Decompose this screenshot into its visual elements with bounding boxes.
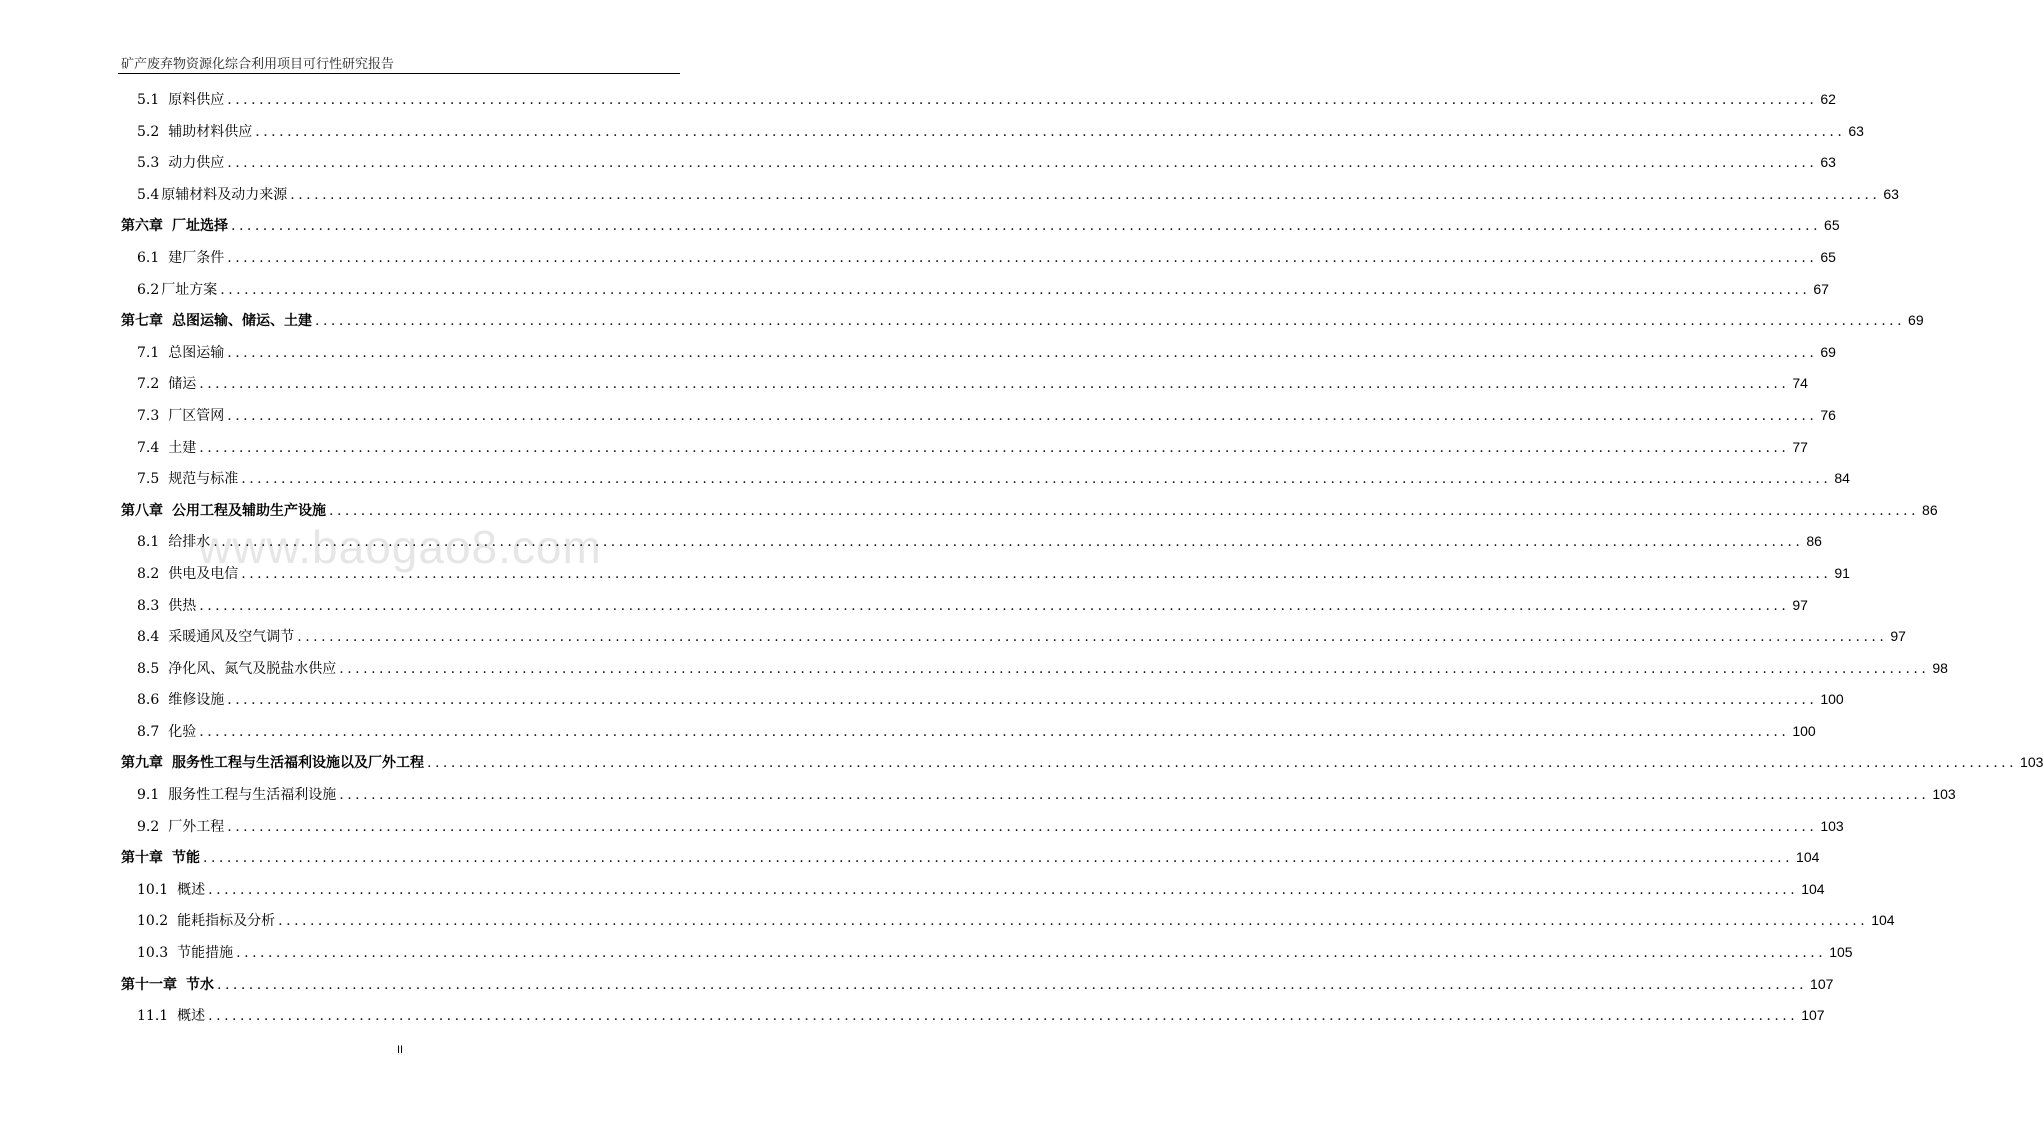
toc-entry-title: 服务性工程与生活福利设施: [168, 787, 337, 804]
toc-section-entry[interactable]: [0, 779, 1956, 811]
toc-entry-title: 厂址方案: [161, 281, 218, 298]
toc-entry-number: 5.2: [137, 123, 160, 140]
toc-entry-title: 公用工程及辅助生产设施: [172, 502, 326, 519]
toc-entry-label: [121, 970, 214, 1002]
toc-entry-label: [137, 1001, 205, 1033]
toc-entry-number: 8.6: [137, 692, 160, 709]
dot-leader: ........................................................................................................................................................................................................: [329, 502, 1920, 519]
dot-leader: ........................................................................................................................................................................................................: [208, 1008, 1799, 1025]
toc-section-entry[interactable]: [0, 558, 1850, 590]
toc-chapter-entry[interactable]: [0, 969, 1834, 1001]
toc-page-number: 84: [1834, 470, 1850, 487]
dot-leader: ........................................................................................................................................................................................................: [339, 787, 1930, 804]
toc-entry-label: [137, 812, 224, 844]
toc-entry-title: 原料供应: [168, 92, 225, 108]
dot-leader: ........................................................................................................................................................................................................: [220, 281, 1811, 298]
toc-chapter-entry[interactable]: [0, 495, 1938, 527]
toc-entry-title: 采暖通风及空气调节: [168, 629, 295, 646]
dot-leader: ........................................................................................................................................................................................................: [227, 407, 1818, 424]
toc-entry-number: 8.3: [137, 597, 160, 614]
toc-entry-title: 辅助材料供应: [168, 123, 253, 140]
dot-leader: ........................................................................................................................................................................................................: [199, 597, 1790, 614]
toc-section-entry[interactable]: [0, 400, 1836, 432]
toc-section-entry[interactable]: [0, 242, 1836, 274]
toc-entry-label: [137, 180, 287, 212]
toc-page-number: 98: [1932, 659, 1948, 676]
dot-leader: ........................................................................................................................................................................................................: [227, 155, 1818, 172]
toc-page-number: 100: [1820, 691, 1844, 708]
toc-entry-label: [137, 685, 224, 717]
toc-section-entry[interactable]: [0, 432, 1808, 464]
toc-section-entry[interactable]: [0, 684, 1844, 716]
toc-page-number: 74: [1792, 375, 1808, 392]
toc-page-number: 107: [1801, 1007, 1825, 1024]
dot-leader: ........................................................................................................................................................................................................: [290, 186, 1881, 203]
toc-section-entry[interactable]: [0, 811, 1844, 843]
toc-entry-label: [137, 275, 217, 307]
toc-page-number: 97: [1890, 628, 1906, 645]
table-of-contents: [0, 84, 2043, 1032]
toc-entry-label: [137, 906, 275, 938]
dot-leader: ........................................................................................................................................................................................................: [208, 881, 1799, 898]
toc-page-number: 107: [1810, 975, 1834, 992]
toc-entry-title: 服务性工程与生活福利设施以及厂外工程: [172, 755, 424, 772]
toc-entry-title: 节能: [172, 850, 200, 867]
dot-leader: ........................................................................................................................................................................................................: [227, 818, 1818, 835]
toc-entry-title: 供热: [168, 597, 197, 614]
toc-entry-label: [121, 843, 200, 875]
dot-leader: ........................................................................................................................................................................................................: [217, 976, 1808, 993]
toc-entry-number: 8.2: [137, 565, 160, 582]
toc-entry-label: [137, 117, 252, 149]
toc-entry-number: 第八章: [121, 502, 163, 519]
toc-page-number: 63: [1848, 122, 1864, 139]
toc-entry-label: [121, 496, 326, 528]
toc-entry-title: 维修设施: [168, 692, 225, 709]
toc-page-number: 86: [1922, 501, 1938, 518]
toc-entry-label: [137, 559, 238, 591]
toc-page-number: 91: [1834, 564, 1850, 581]
toc-entry-title: 厂外工程: [168, 818, 225, 835]
toc-chapter-entry[interactable]: [0, 842, 1820, 874]
toc-entry-title: 概述: [177, 1008, 206, 1025]
toc-section-entry[interactable]: [0, 147, 1836, 179]
toc-entry-title: 给排水: [168, 534, 211, 551]
toc-page-number: 69: [1820, 343, 1836, 360]
dot-leader: ........................................................................................................................................................................................................: [255, 123, 1846, 140]
dot-leader: ........................................................................................................................................................................................................: [227, 249, 1818, 266]
toc-page-number: 67: [1813, 280, 1829, 297]
toc-section-entry[interactable]: [0, 590, 1808, 622]
dot-leader: ........................................................................................................................................................................................................: [236, 945, 1827, 962]
toc-chapter-entry[interactable]: [0, 747, 2043, 779]
toc-page-number: 63: [1820, 154, 1836, 171]
header-divider: [118, 73, 680, 74]
toc-page-number: 104: [1801, 880, 1825, 897]
toc-entry-number: 10.2: [137, 913, 169, 930]
toc-page-number: 86: [1806, 533, 1822, 550]
toc-entry-label: [137, 369, 196, 401]
running-header-title: 矿产废弃物资源化综合利用项目可行性研究报告: [121, 57, 395, 72]
toc-page-number: 105: [1829, 944, 1853, 961]
toc-page-number: 65: [1824, 217, 1840, 234]
toc-page-number: 103: [1820, 817, 1844, 834]
toc-entry-label: [137, 780, 336, 812]
dot-leader: ........................................................................................................................................................................................................: [278, 913, 1869, 930]
dot-leader: ........................................................................................................................................................................................................: [427, 755, 2018, 772]
toc-entry-number: 7.5: [137, 471, 160, 488]
toc-page-number: 100: [1792, 722, 1816, 739]
toc-entry-label: [121, 748, 424, 780]
toc-entry-number: 11.1: [137, 1008, 169, 1025]
toc-section-entry[interactable]: [0, 274, 1829, 306]
toc-entry-title: 储运: [168, 376, 197, 393]
dot-leader: ........................................................................................................................................................................................................: [241, 471, 1832, 488]
toc-entry-number: 8.1: [137, 534, 160, 551]
toc-page-number: 103: [1932, 786, 1956, 803]
toc-section-entry[interactable]: [0, 179, 1899, 211]
dot-leader: ........................................................................................................................................................................................................: [199, 376, 1790, 393]
toc-entry-number: 9.1: [137, 787, 160, 804]
dot-leader: ........................................................................................................................................................................................................: [227, 692, 1818, 709]
toc-entry-number: 8.4: [137, 629, 160, 646]
toc-section-entry[interactable]: [0, 84, 1836, 116]
dot-leader: ........................................................................................................................................................................................................: [241, 565, 1832, 582]
toc-entry-label: [137, 464, 238, 496]
toc-entry-title: 厂址选择: [172, 218, 228, 235]
toc-entry-number: 7.1: [137, 344, 160, 361]
toc-entry-label: [137, 622, 294, 654]
toc-entry-label: [137, 938, 233, 970]
toc-page-number: 69: [1908, 312, 1924, 329]
toc-entry-label: [121, 211, 228, 243]
toc-section-entry[interactable]: [0, 368, 1808, 400]
dot-leader: ........................................................................................................................................................................................................: [297, 629, 1888, 646]
toc-page-number: 76: [1820, 406, 1836, 423]
toc-page-number: 62: [1820, 91, 1836, 107]
toc-entry-title: 概述: [177, 881, 206, 898]
dot-leader: ........................................................................................................................................................................................................: [227, 92, 1818, 108]
toc-section-entry[interactable]: [0, 463, 1850, 495]
toc-entry-number: 10.1: [137, 881, 169, 898]
toc-entry-title: 厂区管网: [168, 407, 225, 424]
toc-entry-label: [137, 85, 224, 117]
toc-entry-number: 第十一章: [121, 976, 177, 993]
toc-page-number: 104: [1871, 912, 1895, 929]
toc-entry-number: 6.2: [137, 281, 160, 298]
toc-entry-title: 土建: [168, 439, 197, 456]
toc-entry-title: 化验: [168, 723, 197, 740]
dot-leader: ........................................................................................................................................................................................................: [199, 439, 1790, 456]
toc-section-entry[interactable]: [0, 937, 1853, 969]
dot-leader: ........................................................................................................................................................................................................: [199, 723, 1790, 740]
toc-entry-title: 能耗指标及分析: [177, 913, 276, 930]
watermark-text: www.baogao8.com: [198, 521, 602, 573]
dot-leader: ........................................................................................................................................................................................................: [231, 218, 1822, 235]
toc-entry-label: [137, 148, 224, 180]
toc-entry-label: [137, 717, 196, 749]
toc-entry-title: 总图运输: [168, 344, 225, 361]
toc-page-number: 77: [1792, 438, 1808, 455]
toc-entry-number: 7.2: [137, 376, 160, 393]
toc-entry-title: 动力供应: [168, 155, 225, 172]
toc-entry-label: [137, 527, 210, 559]
toc-entry-number: 第九章: [121, 755, 163, 772]
toc-entry-number: 7.4: [137, 439, 160, 456]
toc-chapter-entry[interactable]: [0, 210, 1840, 242]
dot-leader: ........................................................................................................................................................................................................: [203, 850, 1794, 867]
toc-page-number: 63: [1883, 185, 1899, 202]
toc-section-entry[interactable]: [0, 716, 1816, 748]
toc-entry-number: 9.2: [137, 818, 160, 835]
toc-entry-number: 5.1: [137, 92, 160, 108]
toc-section-entry[interactable]: [0, 874, 1825, 906]
toc-entry-label: [137, 591, 196, 623]
footer-page-number: II: [396, 1044, 404, 1056]
toc-page-number: 65: [1820, 248, 1836, 265]
toc-entry-title: 净化风、氮气及脱盐水供应: [168, 660, 337, 677]
toc-entry-number: 10.3: [137, 945, 169, 962]
toc-entry-title: 供电及电信: [168, 565, 239, 582]
toc-entry-title: 节水: [186, 976, 214, 993]
toc-entry-title: 节能措施: [177, 945, 234, 962]
dot-leader: ........................................................................................................................................................................................................: [227, 344, 1818, 361]
toc-chapter-entry[interactable]: [0, 305, 1924, 337]
toc-entry-number: 5.4: [137, 186, 160, 203]
toc-entry-title: 总图运输、储运、土建: [172, 313, 312, 330]
toc-section-entry[interactable]: [0, 526, 1822, 558]
toc-entry-label: [137, 875, 205, 907]
toc-section-entry[interactable]: [0, 337, 1836, 369]
toc-entry-title: 原辅材料及动力来源: [161, 186, 288, 203]
toc-entry-title: 规范与标准: [168, 471, 239, 488]
toc-page-number: 104: [1796, 849, 1820, 866]
toc-section-entry[interactable]: [0, 905, 1895, 937]
toc-entry-label: [137, 433, 196, 465]
toc-entry-title: 建厂条件: [168, 249, 225, 266]
dot-leader: ........................................................................................................................................................................................................: [339, 660, 1930, 677]
dot-leader: ........................................................................................................................................................................................................: [315, 313, 1906, 330]
toc-entry-label: [137, 401, 224, 433]
toc-entry-number: 8.5: [137, 660, 160, 677]
toc-section-entry[interactable]: [0, 621, 1906, 653]
toc-entry-number: 第十章: [121, 850, 163, 867]
toc-page-number: 97: [1792, 596, 1808, 613]
toc-section-entry[interactable]: [0, 116, 1864, 148]
toc-entry-number: 6.1: [137, 249, 160, 266]
toc-entry-label: [137, 243, 224, 275]
toc-section-entry[interactable]: [0, 653, 1948, 685]
toc-page-number: 103: [2020, 754, 2043, 771]
toc-section-entry[interactable]: [0, 1000, 1825, 1032]
toc-entry-label: [121, 306, 312, 338]
dot-leader: ........................................................................................................................................................................................................: [213, 534, 1804, 551]
toc-entry-label: [137, 338, 224, 370]
toc-entry-label: [137, 654, 336, 686]
toc-entry-number: 7.3: [137, 407, 160, 424]
toc-entry-number: 5.3: [137, 155, 160, 172]
toc-entry-number: 8.7: [137, 723, 160, 740]
toc-entry-number: 第六章: [121, 218, 163, 235]
toc-entry-number: 第七章: [121, 313, 163, 330]
